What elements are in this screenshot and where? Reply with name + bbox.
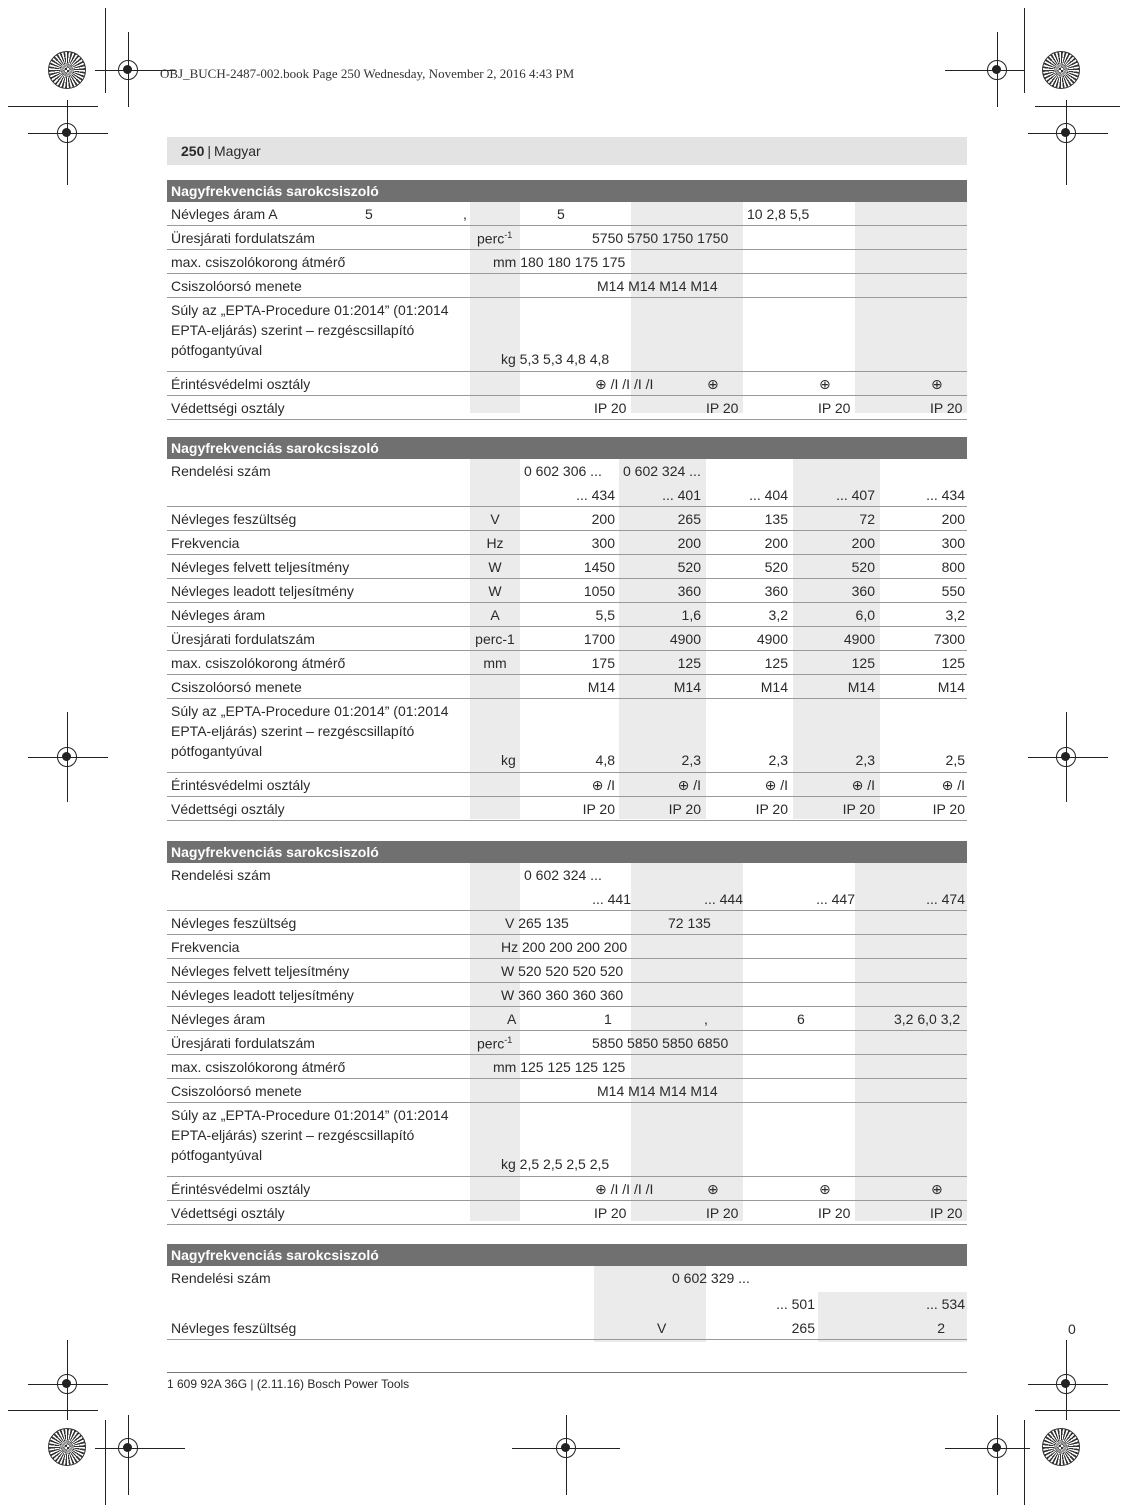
table-row <box>167 959 967 983</box>
table-row <box>167 935 967 959</box>
cell: 800 <box>941 559 965 575</box>
suffix: ... 434 <box>926 487 965 503</box>
suffix: ... 534 <box>926 1296 965 1312</box>
cell: 200 <box>591 511 615 527</box>
cell: 5,5 <box>595 607 615 623</box>
row-label: Csiszolóorsó menete <box>171 1083 302 1099</box>
table-row <box>167 202 967 226</box>
page-footer: 1 609 92A 36G | (2.11.16) Bosch Power Tools <box>167 1372 967 1391</box>
registration-target-icon <box>987 1438 1007 1458</box>
cell: mm 180 180 175 175 <box>493 254 626 270</box>
cell: 3,2 <box>768 607 788 623</box>
table-row <box>167 1031 967 1055</box>
row-label: Védettségi osztály <box>171 400 285 416</box>
cell: 3,2 6,0 3,2 <box>894 1011 961 1027</box>
row-label: Csiszolóorsó menete <box>171 278 302 294</box>
table-title: Nagyfrekvenciás sarokcsiszoló <box>167 180 967 202</box>
suffix: ... 401 <box>662 487 701 503</box>
table-row <box>167 1266 967 1292</box>
row-label: Érintésvédelmi osztály <box>171 376 311 392</box>
row-label: max. csiszolókorong átmérő <box>171 655 346 671</box>
cell: ⊕ /I <box>764 777 788 793</box>
print-header: OBJ_BUCH-2487-002.book Page 250 Wednesday, November 2, 2016 4:43 PM <box>160 66 575 81</box>
cell: 1050 <box>583 583 615 599</box>
cell: ⊕ <box>931 1181 943 1197</box>
row-label: Súly az „EPTA-Procedure 01:2014” (01:2014 EPTA-eljárás) szerint – rezgéscsillapító pótfogantyúval <box>171 302 449 358</box>
cell: ⊕ <box>819 1181 831 1197</box>
table-row <box>167 579 967 603</box>
cell: 1 <box>604 1011 612 1027</box>
page-number: 250 <box>181 143 205 159</box>
cell: IP 20 <box>932 801 965 817</box>
row-label: Névleges áram <box>171 1011 266 1027</box>
row-label: Üresjárati fordulatszám <box>171 631 315 647</box>
cell: IP 20 <box>818 400 851 416</box>
table-row <box>167 1055 967 1079</box>
table-row <box>167 651 967 675</box>
table-row <box>167 1316 967 1340</box>
table-row <box>167 675 967 699</box>
row-label: Névleges leadott teljesítmény <box>171 583 354 599</box>
suffix: ... 447 <box>816 891 855 907</box>
cell: W 360 360 360 360 <box>501 987 624 1003</box>
cell: 72 <box>859 511 875 527</box>
suffix: ... 474 <box>926 891 965 907</box>
registration-target-icon <box>57 1374 77 1394</box>
cell: M14 <box>847 679 875 695</box>
unit: A <box>507 1011 517 1027</box>
cell: IP 20 <box>594 400 627 416</box>
cell: 520 <box>764 559 788 575</box>
cell: 200 <box>764 535 788 551</box>
row-label: Védettségi osztály <box>171 1205 285 1221</box>
row-label: Érintésvédelmi osztály <box>171 777 311 793</box>
row-label: Névleges áram A <box>171 206 278 222</box>
row-label: Frekvencia <box>171 535 240 551</box>
table-row <box>167 1292 967 1316</box>
cell: Hz 200 200 200 200 <box>501 939 628 955</box>
cell: 125 <box>764 655 788 671</box>
cell: ⊕ /I /I /I /I <box>595 1181 654 1197</box>
unit: Hz <box>486 535 504 551</box>
cell: 2,3 <box>855 752 875 768</box>
table-title: Nagyfrekvenciás sarokcsiszoló <box>167 1244 967 1266</box>
table-row <box>167 1007 967 1031</box>
table-row <box>167 887 967 911</box>
cell: 265 <box>677 511 701 527</box>
table-row <box>167 298 967 372</box>
cell: IP 20 <box>755 801 788 817</box>
cell: 5850 5850 5850 6850 <box>592 1035 729 1051</box>
cell: 300 <box>591 535 615 551</box>
unit: V <box>490 511 500 527</box>
table-row <box>167 627 967 651</box>
cell: ⊕ /I <box>941 777 965 793</box>
cell: 2,3 <box>768 752 788 768</box>
spec-table-3 <box>167 841 967 1225</box>
cell: 10 2,8 5,5 <box>747 206 810 222</box>
cell: 200 <box>851 535 875 551</box>
cell: M14 <box>937 679 965 695</box>
cell: ⊕ <box>931 376 943 392</box>
table-row <box>167 459 967 483</box>
cell: IP 20 <box>930 400 963 416</box>
cell: IP 20 <box>842 801 875 817</box>
cell: 300 <box>941 535 965 551</box>
color-star-icon <box>48 1428 86 1466</box>
row-label: Névleges áram <box>171 607 266 623</box>
cell: 72 135 <box>668 915 711 931</box>
cell: kg 2,5 2,5 2,5 2,5 <box>501 1156 610 1172</box>
cell: 5 <box>365 206 373 222</box>
spec-table-4 <box>167 1244 967 1340</box>
cell: 520 <box>851 559 875 575</box>
unit: perc$^{-1}$ <box>477 230 513 247</box>
page-header <box>167 137 967 165</box>
cell: 2,5 <box>945 752 965 768</box>
table-row <box>167 507 967 531</box>
cell: 550 <box>941 583 965 599</box>
row-label: Névleges feszültség <box>171 511 297 527</box>
row-label: Védettségi osztály <box>171 801 285 817</box>
row-label: Névleges feszültség <box>171 915 297 931</box>
unit: kg <box>501 752 516 768</box>
cell: ⊕ <box>819 376 831 392</box>
table-row <box>167 274 967 298</box>
table-row <box>167 797 967 821</box>
suffix: ... 434 <box>576 487 615 503</box>
row-label: Csiszolóorsó menete <box>171 679 302 695</box>
cell: 1450 <box>583 559 615 575</box>
cell: 200 <box>941 511 965 527</box>
row-label: Érintésvédelmi osztály <box>171 1181 311 1197</box>
row-label: Rendelési szám <box>171 1270 271 1286</box>
table-row <box>167 250 967 274</box>
table-row <box>167 1079 967 1103</box>
unit: A <box>490 607 500 623</box>
table-row <box>167 1201 967 1225</box>
cell: 125 <box>941 655 965 671</box>
cell: ⊕ /I /I /I /I <box>595 376 654 392</box>
unit: mm <box>483 655 507 671</box>
cell: M14 <box>673 679 701 695</box>
cell: M14 <box>760 679 788 695</box>
unit: perc$^{-1}$ <box>477 1035 513 1052</box>
row-label: Súly az „EPTA-Procedure 01:2014” (01:2014 EPTA-eljárás) szerint – rezgéscsillapító pótfogantyúval <box>171 1107 449 1163</box>
registration-target-icon <box>118 1438 138 1458</box>
registration-target-icon <box>987 60 1007 80</box>
row-label: Frekvencia <box>171 939 240 955</box>
cell: 4900 <box>756 631 788 647</box>
cell: IP 20 <box>706 400 739 416</box>
cell: 5750 5750 1750 1750 <box>592 230 729 246</box>
cell: 2,3 <box>681 752 701 768</box>
suffix: ... 441 <box>592 891 631 907</box>
registration-target-icon <box>556 1438 576 1458</box>
spec-table-2 <box>167 437 967 821</box>
cell: 2 <box>937 1320 945 1336</box>
table-row <box>167 555 967 579</box>
cell: ⊕ <box>707 1181 719 1197</box>
cell: mm 125 125 125 125 <box>493 1059 626 1075</box>
table-title: Nagyfrekvenciás sarokcsiszoló <box>167 841 967 863</box>
stray-character: 0 <box>1068 1321 1076 1337</box>
row-label: Rendelési szám <box>171 463 271 479</box>
cell: 200 <box>677 535 701 551</box>
cell: 360 <box>764 583 788 599</box>
registration-target-icon <box>1056 1374 1076 1394</box>
registration-target-icon <box>118 60 138 80</box>
cell: 4,8 <box>595 752 615 768</box>
cell: 125 <box>851 655 875 671</box>
cell: 6 <box>797 1011 805 1027</box>
cell: ⊕ /I <box>851 777 875 793</box>
cell: 4900 <box>669 631 701 647</box>
table-row <box>167 483 967 507</box>
cell: 6,0 <box>855 607 875 623</box>
row-label: max. csiszolókorong átmérő <box>171 1059 346 1075</box>
cell: IP 20 <box>594 1205 627 1221</box>
cell: 1,6 <box>681 607 701 623</box>
spec-table-1 <box>167 180 967 420</box>
cell: 360 <box>677 583 701 599</box>
order-number: 0 602 324 ... <box>623 463 701 479</box>
row-label: Üresjárati fordulatszám <box>171 230 315 246</box>
cell: ⊕ <box>707 376 719 392</box>
color-star-icon <box>1042 1428 1080 1466</box>
color-star-icon <box>1042 51 1080 89</box>
table-row <box>167 773 967 797</box>
cell: 3,2 <box>945 607 965 623</box>
cell: IP 20 <box>818 1205 851 1221</box>
cell: M14 <box>587 679 615 695</box>
page-header-separator: | <box>207 143 211 159</box>
suffix: ... 501 <box>776 1296 815 1312</box>
cell: 175 <box>591 655 615 671</box>
order-number: 0 602 306 ... <box>524 463 602 479</box>
row-label: Üresjárati fordulatszám <box>171 1035 315 1051</box>
table-row <box>167 531 967 555</box>
cell: ⊕ /I <box>677 777 701 793</box>
table-row <box>167 911 967 935</box>
cell: 135 <box>764 511 788 527</box>
table-row <box>167 699 967 773</box>
cell: M14 M14 M14 M14 <box>597 1083 718 1099</box>
row-label: Névleges leadott teljesítmény <box>171 987 354 1003</box>
registration-target-icon <box>1056 747 1076 767</box>
cell: IP 20 <box>930 1205 963 1221</box>
cell: kg 5,3 5,3 4,8 4,8 <box>501 351 610 367</box>
row-label: Névleges felvett teljesítmény <box>171 559 350 575</box>
table-row <box>167 372 967 396</box>
registration-target-icon <box>1056 123 1076 143</box>
cell: 360 <box>851 583 875 599</box>
cell: M14 M14 M14 M14 <box>597 278 718 294</box>
table-row <box>167 226 967 250</box>
cell: 125 <box>677 655 701 671</box>
cell: IP 20 <box>582 801 615 817</box>
table-row <box>167 863 967 887</box>
cell: 265 <box>791 1320 815 1336</box>
registration-target-icon <box>57 123 77 143</box>
page-language: Magyar <box>214 143 261 159</box>
suffix: ... 407 <box>836 487 875 503</box>
color-star-icon <box>48 51 86 89</box>
cell: 1700 <box>583 631 615 647</box>
cell: 4900 <box>843 631 875 647</box>
table-row <box>167 1177 967 1201</box>
cell: IP 20 <box>706 1205 739 1221</box>
row-label: Névleges felvett teljesítmény <box>171 963 350 979</box>
unit: W <box>488 583 502 599</box>
cell: V 265 135 <box>505 915 569 931</box>
cell: 5 <box>557 206 565 222</box>
registration-target-icon <box>57 747 77 767</box>
unit: perc-1 <box>475 631 515 647</box>
row-label: Rendelési szám <box>171 867 271 883</box>
suffix: ... 404 <box>749 487 788 503</box>
cell: , <box>463 206 467 222</box>
cell: IP 20 <box>668 801 701 817</box>
suffix: ... 444 <box>704 891 743 907</box>
row-label: Súly az „EPTA-Procedure 01:2014” (01:2014 EPTA-eljárás) szerint – rezgéscsillapító pótfogantyúval <box>171 703 449 759</box>
cell: W 520 520 520 520 <box>501 963 624 979</box>
table-row <box>167 603 967 627</box>
unit: W <box>488 559 502 575</box>
row-label: Névleges feszültség <box>171 1320 297 1336</box>
table-title: Nagyfrekvenciás sarokcsiszoló <box>167 437 967 459</box>
cell: 520 <box>677 559 701 575</box>
table-row <box>167 1103 967 1177</box>
cell: , <box>704 1011 708 1027</box>
cell: 7300 <box>933 631 965 647</box>
order-number: 0 602 324 ... <box>524 867 602 883</box>
cell: ⊕ /I <box>591 777 615 793</box>
order-number: 0 602 329 ... <box>672 1270 750 1286</box>
table-row <box>167 396 967 420</box>
unit: V <box>657 1320 667 1336</box>
row-label: max. csiszolókorong átmérő <box>171 254 346 270</box>
table-row <box>167 983 967 1007</box>
